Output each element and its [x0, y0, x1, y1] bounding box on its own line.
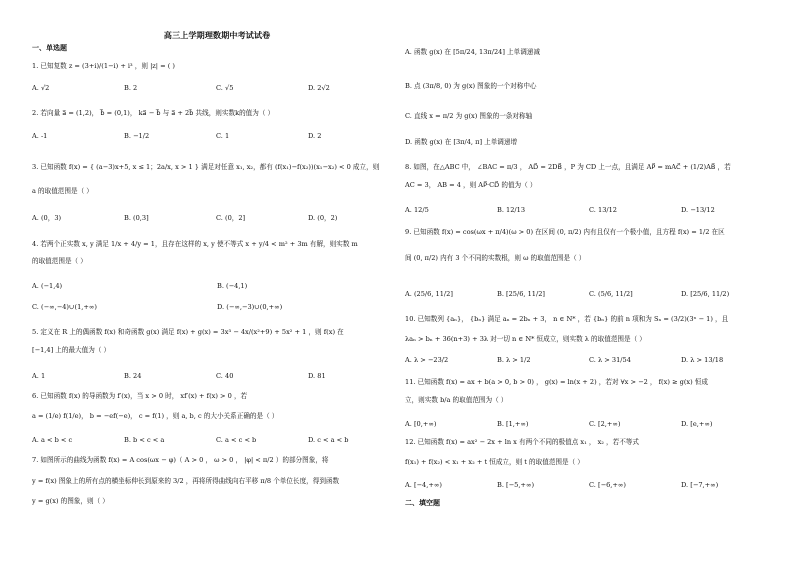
- section-single-choice: 一、单选题: [32, 43, 67, 52]
- option-b[interactable]: B. [25/6, 11/2]: [497, 290, 545, 298]
- option-c[interactable]: C. (−∞,−4)∪(1,+∞): [32, 303, 97, 312]
- question-11-options: [405, 420, 775, 428]
- question-stem: 12. 已知函数 f(x) = ax² − 2x + ln x 有两个不同的极值点 x₁ ， x₂ ，若不等式: [405, 438, 639, 446]
- option-d[interactable]: D. c < a < b: [308, 436, 349, 444]
- question-stem-cont: a = (1/e) f(1/e)， b = −ef(−e)， c = f(1) ，则 a, b, c 的大小关系正确的是（ ）: [32, 412, 279, 421]
- question-7-option-c[interactable]: C. 直线 x = π/2 为 g(x) 图象的一条对称轴: [405, 112, 533, 120]
- option-a[interactable]: A. -1: [32, 132, 48, 140]
- question-10: [405, 315, 775, 343]
- option-a[interactable]: A. √2: [32, 84, 50, 92]
- option-a[interactable]: A. (25/6, 11/2]: [405, 290, 453, 298]
- question-12: [405, 438, 775, 466]
- question-stem: 3. 已知函数 f(x) = { (a−3)x+5, x ≤ 1；2a/x, x > 1 } 满足对任意 x₁, x₂，都有 (f(x₁)−f(x₂))(x₁−x₂) < 0 成立，则: [32, 163, 380, 171]
- question-3-options: [32, 214, 402, 222]
- question-stem: 7. 如图所示的曲线为函数 f(x) = A cos(ωx − φ)（ A > 0 ， ω > 0 ， |φ| < π/2 ）的部分图象，将: [32, 456, 329, 464]
- question-stem-cont: AC = 3， AB = 4 ，则 AP⃗·CD⃗ 的值为（ ）: [405, 181, 537, 190]
- question-stem: 6. 已知函数 f(x) 的导函数为 f′(x)，当 x > 0 时， xf′(x) + f(x) > 0 ，若: [32, 392, 248, 400]
- question-stem-cont: f(x₁) + f(x₂) < x₁ + x₂ + t 恒成立，则 t 的取值范围是（ ）: [405, 458, 584, 467]
- option-a[interactable]: A. a < b < c: [32, 436, 73, 444]
- option-d[interactable]: D. [25/6, 11/2): [681, 290, 730, 298]
- option-c[interactable]: C. √5: [216, 84, 234, 92]
- question-9: [405, 228, 775, 262]
- question-7: [32, 456, 402, 506]
- question-8: [405, 163, 775, 189]
- option-b[interactable]: B. 12/13: [497, 206, 526, 214]
- question-stem-cont: y = f(x) 图象上的所有点的横坐标伸长到原来的 3/2 ，再将所得曲线向右平移 π/8 个单位长度，得到函数: [32, 477, 340, 486]
- question-stem: 11. 已知函数 f(x) = ax + b(a > 0, b > 0) ， g(x) = ln(x + 2) ，若对 ∀x > −2 ， f(x) ≥ g(x) 恒成: [405, 378, 708, 386]
- option-c[interactable]: C. [−6,+∞): [589, 481, 626, 489]
- question-11: [405, 378, 775, 404]
- question-stem-cont: [−1,4] 上的最大值为（ ）: [32, 346, 111, 355]
- question-1-options: [32, 84, 402, 92]
- question-7-option-a[interactable]: A. 函数 g(x) 在 [5π/24, 13π/24] 上单调递减: [405, 48, 540, 56]
- question-7-option-d[interactable]: D. 函数 g(x) 在 [3π/4, π] 上单调递增: [405, 138, 518, 146]
- option-c[interactable]: C. 40: [216, 372, 234, 380]
- question-6: [32, 392, 402, 420]
- option-b[interactable]: B. [1,+∞): [497, 420, 529, 428]
- question-12-options: [405, 481, 775, 489]
- option-b[interactable]: B. 24: [124, 372, 142, 380]
- option-c[interactable]: C. 1: [216, 132, 230, 140]
- question-stem: 4. 若两个正实数 x, y 满足 1/x + 4/y = 1，且存在这样的 x, y 使不等式 x + y/4 < m² + 3m 有解，则实数 m: [32, 240, 358, 248]
- option-c[interactable]: C. [2,+∞): [589, 420, 621, 428]
- question-stem-cont: 间 (0, π/2) 内有 3 个不同的实数根，则 ω 的取值范围是（ ）: [405, 254, 586, 263]
- option-d[interactable]: D. [e,+∞): [681, 420, 713, 428]
- question-1: [32, 62, 402, 70]
- option-a[interactable]: A. 12/5: [405, 206, 429, 214]
- option-d[interactable]: D. [−7,+∞): [681, 481, 719, 489]
- section-fill-in: 二、填空题: [405, 498, 440, 507]
- question-stem: 1. 已知复数 z = (3+i)/(1−i) + i³ ，则 |z| = ( ): [32, 62, 175, 70]
- option-a[interactable]: A. [−4,+∞): [405, 481, 442, 489]
- question-stem-cont: y = g(x) 的图象，则（ ）: [32, 497, 109, 506]
- exam-title: 高三上学期理数期中考试试卷: [163, 30, 271, 40]
- option-c[interactable]: C. (0，2]: [216, 214, 246, 222]
- option-d[interactable]: D. 81: [308, 372, 326, 380]
- option-d[interactable]: D. (−∞,−3)∪(0,+∞): [217, 303, 283, 312]
- option-d[interactable]: D. λ > 13/18: [681, 356, 724, 364]
- option-c[interactable]: C. (5/6, 11/2]: [589, 290, 633, 298]
- question-stem: 2. 若向量 a⃗ = (1,2)， b⃗ = (0,1)， ka⃗ − b⃗ 与 a⃗ + 2b⃗ 共线，则实数k的值为（ ）: [32, 109, 275, 117]
- question-2-options: [32, 132, 402, 140]
- question-2: [32, 109, 402, 117]
- option-b[interactable]: B. λ > 1/2: [497, 356, 531, 364]
- question-9-options: [405, 290, 775, 298]
- question-4-options: [32, 282, 402, 311]
- question-8-options: [405, 206, 775, 214]
- option-a[interactable]: A. [0,+∞): [405, 420, 437, 428]
- question-stem-cont: 立，则实数 b/a 的取值范围为（ ）: [405, 396, 508, 405]
- question-10-options: [405, 356, 775, 364]
- option-b[interactable]: B. 2: [124, 84, 138, 92]
- option-c[interactable]: C. 13/12: [589, 206, 618, 214]
- question-stem-cont: a 的取值范围是（ ）: [32, 187, 93, 196]
- question-5: [32, 328, 402, 354]
- question-stem: 9. 已知函数 f(x) = cos(ωx + π/4)(ω > 0) 在区间 (0, π/2) 内有且仅有一个极小值，且方程 f(x) = 1/2 在区: [405, 228, 725, 236]
- option-a[interactable]: A. (−1,4): [32, 282, 63, 290]
- option-b[interactable]: B. −1/2: [124, 132, 150, 140]
- option-a[interactable]: A. (0，3): [32, 214, 62, 222]
- question-5-options: [32, 372, 402, 380]
- option-c[interactable]: C. a < c < b: [216, 436, 257, 444]
- option-b[interactable]: B. (−4,1): [217, 282, 248, 290]
- question-stem: 8. 如图，在△ABC 中， ∠BAC = π/3 ， AD⃗ = 2DB⃗ ，P 为 CD 上一点，且满足 AP⃗ = mAC⃗ + (1/2)AB⃗ ，若: [405, 163, 731, 171]
- question-stem-cont: 的取值范围是（ ）: [32, 257, 87, 266]
- option-a[interactable]: A. 1: [32, 372, 46, 380]
- question-stem-cont: λaₙ > bₙ + 36(n+3) + 3λ 对一切 n ∈ N* 恒成立，则实数 λ 的取值范围是（ ）: [405, 335, 646, 344]
- option-a[interactable]: A. λ > −23/2: [405, 356, 449, 364]
- option-d[interactable]: D. 2√2: [308, 84, 330, 92]
- question-stem: 5. 定义在 R 上的偶函数 f(x) 和奇函数 g(x) 满足 f(x) + g(x) = 3x³ − 4x/(x²+9) + 5x² + 1 ，则 f(x) 在: [32, 328, 344, 336]
- option-d[interactable]: D. (0，2): [308, 214, 338, 222]
- option-b[interactable]: B. [−5,+∞): [497, 481, 535, 489]
- question-stem: 10. 已知数列 {aₙ}， {bₙ} 满足 aₙ = 2bₙ + 3， n ∈ N* ，若 {bₙ} 的前 n 项和为 Sₙ = (3/2)(3ⁿ − 1) ，且: [405, 315, 729, 323]
- question-3: [32, 163, 402, 195]
- option-d[interactable]: D. −13/12: [681, 206, 715, 214]
- question-4: [32, 240, 402, 265]
- option-d[interactable]: D. 2: [308, 132, 322, 140]
- question-6-options: [32, 436, 402, 444]
- option-b[interactable]: B. (0,3]: [124, 214, 149, 222]
- option-b[interactable]: B. b < c < a: [124, 436, 165, 444]
- question-7-option-b[interactable]: B. 点 (3π/8, 0) 为 g(x) 图象的一个对称中心: [405, 82, 537, 90]
- option-c[interactable]: C. λ > 31/54: [589, 356, 631, 364]
